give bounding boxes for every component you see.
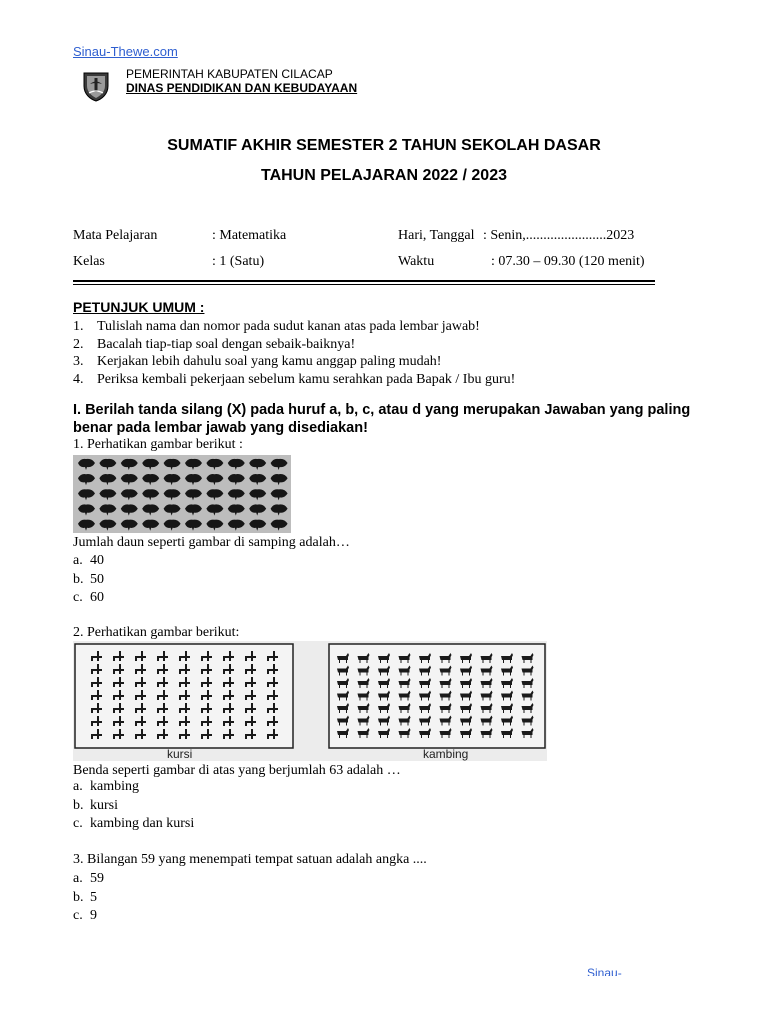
time-value: : 07.30 – 09.30 (120 menit) [491,254,645,269]
instructions-list [73,318,515,388]
question-3-prompt: 3. Bilangan 59 yang menempati tempat satuan adalah angka .... [73,852,427,867]
footer-link[interactable]: Sinau- [587,966,622,976]
cilacap-crest-icon [80,70,112,102]
question-3-options [73,870,104,926]
option[interactable]: c. kambing dan kursi [73,816,195,831]
option[interactable]: a. 59 [73,871,104,886]
leaf-grid-image [73,455,291,533]
instruction-item: 1. Tulislah nama dan nomor pada sudut kanan atas pada lembar jawab! [73,319,480,334]
option[interactable]: b. 5 [73,889,97,905]
question-2-prompt: 2. Perhatikan gambar berikut: [73,625,240,640]
time-label: Waktu [398,254,435,269]
instruction-item: 3. Kerjakan lebih dahulu soal yang kamu anggap paling mudah! [73,354,442,369]
chairs-and-goats-image [73,641,547,761]
subject-value: : Matematika [212,228,287,243]
option[interactable]: a. 40 [73,553,104,568]
option[interactable]: b. 50 [73,571,104,587]
option[interactable]: a. kambing [73,779,139,794]
question-2-text: Benda seperti gambar di atas yang berjumlah 63 adalah … [73,763,401,778]
option[interactable]: c. 9 [73,908,97,923]
instructions-heading: PETUNJUK UMUM : [73,299,205,315]
government-name: PEMERINTAH KABUPATEN CILACAP [126,67,333,81]
divider-bottom [73,284,655,285]
question-2-options [73,778,194,834]
option[interactable]: c. 60 [73,590,104,605]
day-label: Hari, Tanggal [398,228,475,243]
divider-top [73,280,655,282]
exam-year: TAHUN PELAJARAN 2022 / 2023 [260,167,507,184]
subject-label: Mata Pelajaran [73,228,158,243]
class-label: Kelas [73,254,105,269]
instruction-item: 2. Bacalah tiap-tiap soal dengan sebaik-baiknya! [73,336,356,352]
option[interactable]: b. kursi [73,797,118,813]
class-value: : 1 (Satu) [212,254,265,269]
site-link[interactable]: Sinau-Thewe.com [73,44,178,59]
section-heading: I. Berilah tanda silang (X) pada huruf a, b, c, atau d yang merupakan Jawaban yang paling benar pada lembar jawab yang disediakan! [73,402,691,436]
exam-title: SUMATIF AKHIR SEMESTER 2 TAHUN SEKOLAH DASAR [167,137,601,154]
day-value: : Senin,.......................2023 [483,228,635,243]
question-1-options [73,552,104,608]
goats-caption: kambing [423,747,469,761]
question-1-prompt: 1. Perhatikan gambar berikut : [73,437,243,452]
chairs-caption: kursi [167,747,193,761]
question-1-text: Jumlah daun seperti gambar di samping adalah… [73,535,350,550]
department-name: DINAS PENDIDIKAN DAN KEBUDAYAAN [126,81,358,95]
instruction-item: 4. Periksa kembali pekerjaan sebelum kamu serahkan pada Bapak / Ibu guru! [73,371,516,387]
